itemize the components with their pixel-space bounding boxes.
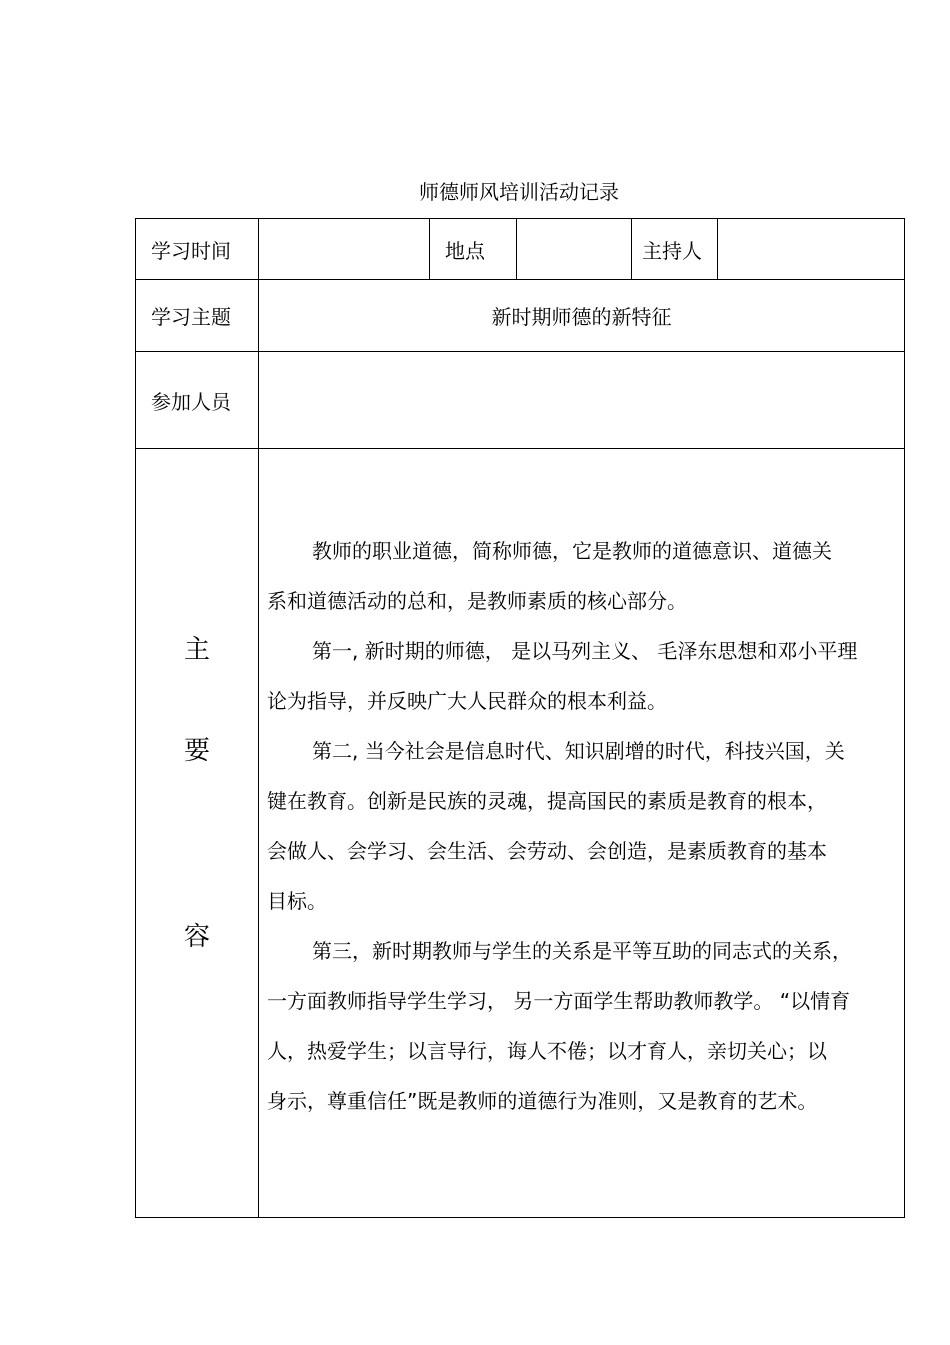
content-line: 一方面教师指导学生学习， 另一方面学生帮助教师教学。 “以情育 xyxy=(267,989,851,1013)
content-line: 目标。 xyxy=(267,889,327,913)
activity-record-table xyxy=(135,218,905,1218)
page-title: 师德师风培训活动记录 xyxy=(419,180,619,204)
table-row-topic xyxy=(136,280,905,352)
study-topic-label: 学习主题 xyxy=(136,280,259,352)
participants-label: 参加人员 xyxy=(136,352,259,449)
content-line: 第三，新时期教师与学生的关系是平等互助的同志式的关系， xyxy=(312,939,852,963)
main-content-label xyxy=(136,449,259,1218)
content-line: 键在教育。创新是民族的灵魂，提高国民的素质是教育的根本， xyxy=(267,789,827,813)
table-row-time-location-host xyxy=(136,219,905,280)
content-line: 系和道德活动的总和，是教师素质的核心部分。 xyxy=(267,589,687,613)
content-line: 人，热爱学生；以言导行，诲人不倦；以才育人，亲切关心；以 xyxy=(267,1039,827,1063)
main-content-label-char: 要 xyxy=(183,736,210,766)
content-line: 论为指导，并反映广大人民群众的根本利益。 xyxy=(267,689,667,713)
main-content-text xyxy=(267,526,903,1126)
study-topic-value: 新时期师德的新特征 xyxy=(259,280,905,352)
study-time-label: 学习时间 xyxy=(136,219,259,280)
host-label: 主持人 xyxy=(632,219,718,280)
content-line: 第二, 当今社会是信息时代、知识剧增的时代，科技兴国，关 xyxy=(312,739,845,763)
table-row-participants xyxy=(136,352,905,449)
content-line: 会做人、会学习、会生活、会劳动、会创造，是素质教育的基本 xyxy=(267,839,827,863)
main-content-label-char: 容 xyxy=(183,922,210,952)
study-time-value[interactable] xyxy=(259,219,430,280)
participants-value[interactable] xyxy=(259,352,905,449)
host-value[interactable] xyxy=(718,219,905,280)
content-line: 身示，尊重信任”既是教师的道德行为准则，又是教育的艺术。 xyxy=(267,1089,818,1113)
content-line: 教师的职业道德，简称师德，它是教师的道德意识、道德关 xyxy=(312,539,832,563)
location-label: 地点 xyxy=(430,219,517,280)
table-row-main-content xyxy=(136,449,905,1218)
content-line: 第一, 新时期的师德， 是以马列主义、 毛泽东思想和邓小平理 xyxy=(312,639,858,663)
main-content-label-char: 主 xyxy=(183,635,210,665)
location-value[interactable] xyxy=(517,219,632,280)
main-content-value xyxy=(259,449,905,1218)
